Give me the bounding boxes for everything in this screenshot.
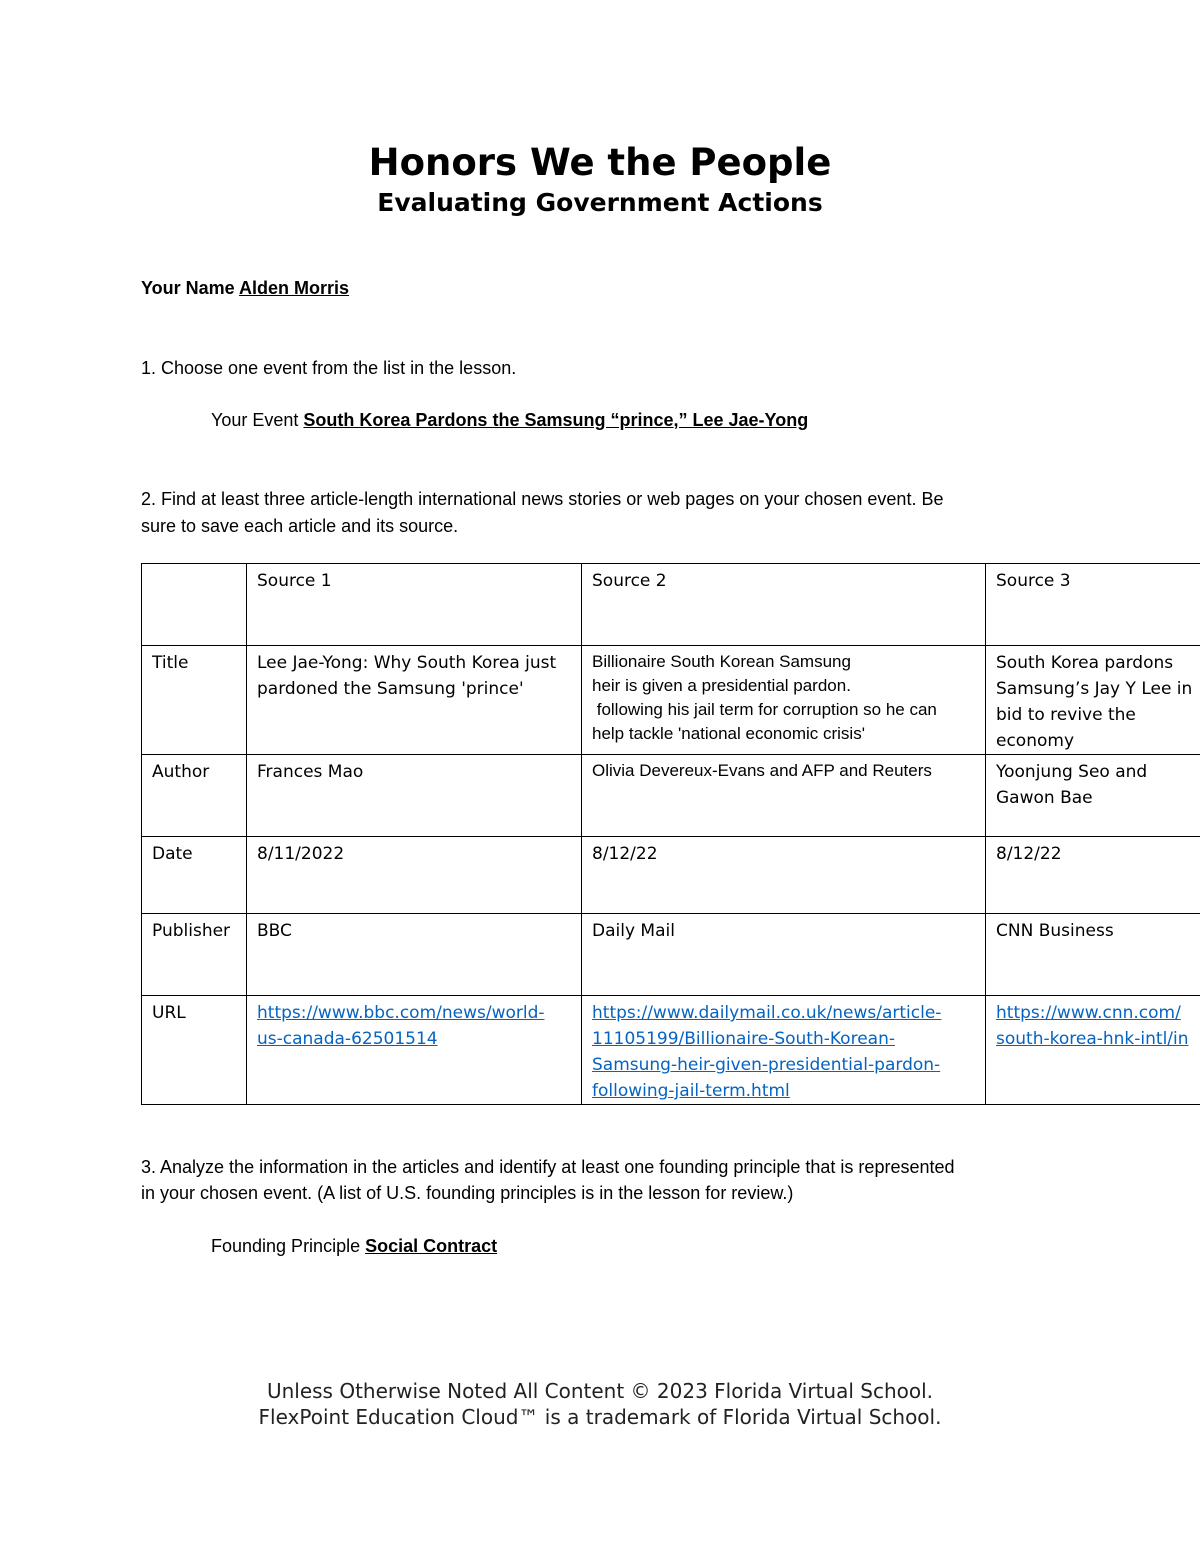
source-2-title-line: heir is given a presidential pardon. [592,676,851,695]
source-2-url-link[interactable]: 11105199/Billionaire-South-Korean- [592,1029,895,1049]
source-3-publisher[interactable]: CNN Business [986,914,1200,996]
table-row-author [142,755,1200,837]
document-subtitle: Evaluating Government Actions [377,188,823,217]
row-label-title: Title [142,646,247,755]
question-3-prompt-line-1: 3. Analyze the information in the articles and identify at least one founding principle that is represented [141,1157,955,1177]
source-1-publisher[interactable]: BBC [247,914,582,996]
header-cell-source-3: Source 3 [986,564,1200,646]
source-2-url-link[interactable]: following-jail-term.html [592,1081,790,1101]
row-label-author: Author [142,755,247,837]
source-1-url-link[interactable]: https://www.bbc.com/news/world- [257,1003,545,1023]
source-2-title-line: Billionaire South Korean Samsung [592,652,851,671]
source-1-url-link[interactable]: us-canada-62501514 [257,1029,438,1049]
source-1-url [247,996,582,1105]
table-row-publisher [142,914,1200,996]
header-cell-source-2: Source 2 [582,564,986,646]
source-1-author[interactable]: Frances Mao [247,755,582,837]
source-2-author[interactable]: Olivia Devereux-Evans and AFP and Reuters [582,755,986,837]
name-value[interactable]: Alden Morris [239,278,350,298]
header-cell-source-1: Source 1 [247,564,582,646]
source-2-date[interactable]: 8/12/22 [582,837,986,914]
question-2-prompt-line-2: sure to save each article and its source. [141,516,459,536]
question-1-prompt: 1. Choose one event from the list in the lesson. [141,358,517,378]
source-3-date[interactable]: 8/12/22 [986,837,1200,914]
source-3-url-link[interactable]: south-korea-hnk-intl/in [996,1029,1189,1049]
source-2-publisher[interactable]: Daily Mail [582,914,986,996]
founding-principle-line [211,1233,497,1259]
founding-principle-label: Founding Principle [211,1236,361,1256]
table-row-date [142,837,1200,914]
header-cell-empty [142,564,247,646]
source-3-url [986,996,1200,1105]
source-2-title-line: following his jail term for corruption so he can [592,700,937,719]
footer-copyright: Unless Otherwise Noted All Content © 2023 Florida Virtual School. [266,1379,934,1403]
source-2-title-line: help tackle 'national economic crisis' [592,724,865,743]
sources-table [141,563,1200,1105]
question-3-prompt-line-2: in your chosen event. (A list of U.S. founding principles is in the lesson for review.) [141,1183,794,1203]
founding-principle-value[interactable]: Social Contract [365,1236,498,1256]
source-3-title[interactable]: South Korea pardons Samsung’s Jay Y Lee in bid to revive the economy [986,646,1200,755]
source-2-title[interactable] [582,646,986,755]
source-2-url-link[interactable]: https://www.dailymail.co.uk/news/article- [592,1003,942,1023]
name-label: Your Name [141,278,235,298]
footer-trademark: FlexPoint Education Cloud™ is a trademark of Florida Virtual School. [258,1405,942,1429]
table-header-row [142,564,1200,646]
source-3-url-link[interactable]: https://www.cnn.com/ [996,1003,1181,1023]
document-title: Honors We the People [368,141,832,184]
source-1-title[interactable]: Lee Jae-Yong: Why South Korea just pardoned the Samsung 'prince' [247,646,582,755]
source-1-date[interactable]: 8/11/2022 [247,837,582,914]
row-label-date: Date [142,837,247,914]
event-line [211,407,808,433]
row-label-publisher: Publisher [142,914,247,996]
question-2-prompt-line-1: 2. Find at least three article-length international news stories or web pages on your chosen event. Be [141,489,944,509]
source-3-author[interactable]: Yoonjung Seo and Gawon Bae [986,755,1200,837]
table-row-url [142,996,1200,1105]
event-value[interactable]: South Korea Pardons the Samsung “prince,” Lee Jae-Yong [303,410,809,430]
name-line [141,275,349,301]
source-2-url-link[interactable]: Samsung-heir-given-presidential-pardon- [592,1055,941,1075]
row-label-url: URL [142,996,247,1105]
source-2-url [582,996,986,1105]
event-label: Your Event [211,410,299,430]
table-row-title [142,646,1200,755]
